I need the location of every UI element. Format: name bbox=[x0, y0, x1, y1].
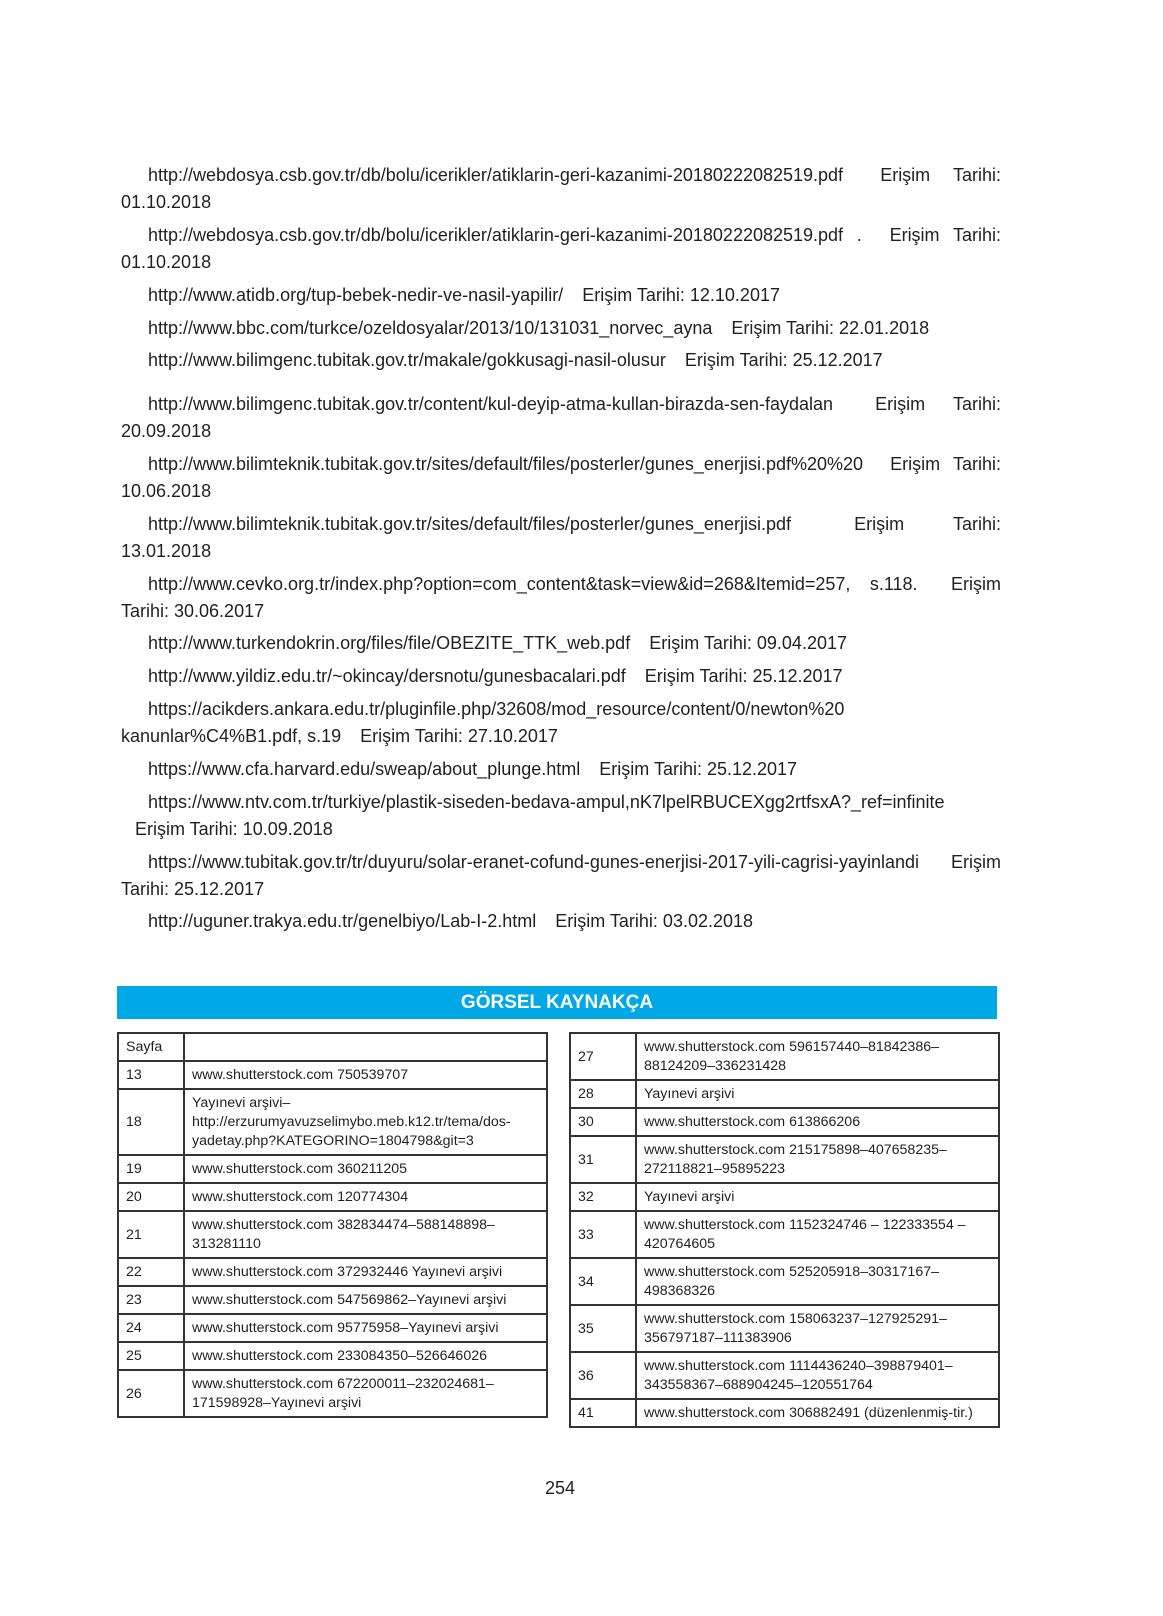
page-cell: 25 bbox=[118, 1342, 184, 1370]
reference-url[interactable]: https://www.tubitak.gov.tr/tr/duyuru/solar-eranet-cofund-gunes-enerjisi-2017-yili-cagrisi-yayinlandi bbox=[148, 852, 920, 872]
source-cell: www.shutterstock.com 1152324746 – 122333554 – 420764605 bbox=[636, 1211, 999, 1258]
source-cell: Yayınevi arşivi– http://erzurumyavuzselimybo.meb.k12.tr/tema/dos-yadetay.php?KATEGORINO=1804798&git=3 bbox=[184, 1089, 547, 1155]
reference-url[interactable]: http://www.turkendokrin.org/files/file/OBEZITE_TTK_web.pdf bbox=[148, 633, 631, 653]
reference-entry bbox=[121, 222, 1001, 276]
reference-url[interactable]: http://www.bilimgenc.tubitak.gov.tr/content/kul-deyip-atma-kullan-birazda-sen-faydalan bbox=[148, 394, 833, 414]
table-row bbox=[570, 1399, 999, 1427]
table-row bbox=[570, 1080, 999, 1108]
reference-entry bbox=[121, 663, 1001, 690]
page-cell: 23 bbox=[118, 1286, 184, 1314]
table-row bbox=[570, 1033, 999, 1080]
access-date: Erişim Tarihi: 25.12.2017 bbox=[121, 852, 1001, 899]
source-cell: www.shutterstock.com 547569862–Yayınevi arşivi bbox=[184, 1286, 547, 1314]
access-date: Erişim Tarihi: 10.06.2018 bbox=[121, 454, 1001, 501]
reference-url[interactable]: http://www.bilimgenc.tubitak.gov.tr/makale/gokkusagi-nasil-olusur bbox=[148, 350, 666, 370]
access-date: Erişim Tarihi: 25.12.2017 bbox=[599, 759, 798, 779]
source-cell: Yayınevi arşivi bbox=[636, 1080, 999, 1108]
reference-entry bbox=[121, 511, 1001, 565]
access-date: Erişim Tarihi: 25.12.2017 bbox=[684, 350, 883, 370]
reference-entry bbox=[121, 571, 1001, 625]
reference-entry bbox=[121, 849, 1001, 903]
page-cell: 22 bbox=[118, 1258, 184, 1286]
source-cell: www.shutterstock.com 613866206 bbox=[636, 1108, 999, 1136]
source-cell: www.shutterstock.com 750539707 bbox=[184, 1061, 547, 1089]
access-date: Erişim Tarihi: 22.01.2018 bbox=[731, 318, 930, 338]
page-cell: 19 bbox=[118, 1155, 184, 1183]
source-cell: www.shutterstock.com 120774304 bbox=[184, 1183, 547, 1211]
reference-entry bbox=[121, 908, 1001, 935]
reference-url[interactable]: https://www.cfa.harvard.edu/sweap/about_plunge.html bbox=[148, 759, 581, 779]
table-row bbox=[118, 1211, 547, 1258]
source-cell: www.shutterstock.com 672200011–232024681–171598928–Yayınevi arşivi bbox=[184, 1370, 547, 1417]
table-row bbox=[118, 1286, 547, 1314]
table-row bbox=[118, 1370, 547, 1417]
access-date: Erişim Tarihi: 27.10.2017 bbox=[360, 726, 558, 746]
page-cell: 36 bbox=[570, 1352, 636, 1399]
reference-entry bbox=[121, 162, 1001, 216]
page-cell: 26 bbox=[118, 1370, 184, 1417]
reference-entry bbox=[121, 630, 1001, 657]
table-row bbox=[570, 1305, 999, 1352]
access-date: Erişim Tarihi: 12.10.2017 bbox=[582, 285, 780, 305]
reference-url[interactable]: http://www.yildiz.edu.tr/~okincay/dersnotu/gunesbacalari.pdf bbox=[148, 666, 626, 686]
access-date: Erişim Tarihi: 13.01.2018 bbox=[121, 514, 1001, 561]
table-row bbox=[570, 1136, 999, 1183]
source-cell: www.shutterstock.com 382834474–588148898–313281110 bbox=[184, 1211, 547, 1258]
access-date: Erişim Tarihi: 03.02.2018 bbox=[555, 911, 754, 931]
page-cell: 32 bbox=[570, 1183, 636, 1211]
page-cell: 35 bbox=[570, 1305, 636, 1352]
reference-url[interactable]: http://www.bilimteknik.tubitak.gov.tr/sites/default/files/posterler/gunes_enerjisi.pdf bbox=[148, 514, 791, 534]
source-cell: www.shutterstock.com 1114436240–398879401–343558367–688904245–120551764 bbox=[636, 1352, 999, 1399]
source-cell: www.shutterstock.com 360211205 bbox=[184, 1155, 547, 1183]
reference-entry bbox=[121, 789, 1001, 843]
table-row bbox=[118, 1089, 547, 1155]
reference-entry bbox=[121, 347, 1001, 374]
access-date: Erişim Tarihi: 20.09.2018 bbox=[121, 394, 1001, 441]
table-row bbox=[570, 1352, 999, 1399]
reference-url[interactable]: http://webdosya.csb.gov.tr/db/bolu/icerikler/atiklarin-geri-kazanimi-20180222082519.pdf bbox=[148, 165, 844, 185]
table-row bbox=[118, 1061, 547, 1089]
page-cell: 13 bbox=[118, 1061, 184, 1089]
section-title: GÖRSEL KAYNAKÇA bbox=[117, 986, 997, 1019]
reference-url[interactable]: http://www.bilimteknik.tubitak.gov.tr/sites/default/files/posterler/gunes_enerjisi.pdf%20%20 bbox=[148, 454, 864, 474]
table-header-row bbox=[118, 1033, 547, 1061]
access-date: Erişim Tarihi: 25.12.2017 bbox=[644, 666, 843, 686]
access-date: Erişim Tarihi: 09.04.2017 bbox=[649, 633, 847, 653]
table-row bbox=[118, 1342, 547, 1370]
page-cell: 31 bbox=[570, 1136, 636, 1183]
page-cell: 33 bbox=[570, 1211, 636, 1258]
reference-entry bbox=[121, 391, 1001, 445]
access-date: Erişim Tarihi: 01.10.2018 bbox=[121, 165, 1001, 212]
access-date: Erişim Tarihi: 01.10.2018 bbox=[121, 225, 1001, 272]
source-cell: Yayınevi arşivi bbox=[636, 1183, 999, 1211]
reference-url[interactable]: https://www.ntv.com.tr/turkiye/plastik-siseden-bedava-ampul,nK7lpelRBUCEXgg2rtfsxA?_ref=infinite bbox=[148, 792, 945, 812]
reference-url[interactable]: https://acikders.ankara.edu.tr/pluginfile.php/32608/mod_resource/content/0/newton%20 kanunlar%C4%B1.pdf, s.19 bbox=[121, 699, 845, 746]
header-page: Sayfa bbox=[118, 1033, 184, 1061]
source-cell: www.shutterstock.com 158063237–127925291–356797187–111383906 bbox=[636, 1305, 999, 1352]
page-cell: 21 bbox=[118, 1211, 184, 1258]
page-cell: 24 bbox=[118, 1314, 184, 1342]
page-cell: 41 bbox=[570, 1399, 636, 1427]
table-row bbox=[118, 1183, 547, 1211]
access-date: Erişim Tarihi: 10.09.2018 bbox=[135, 819, 333, 839]
source-cell: www.shutterstock.com 95775958–Yayınevi arşivi bbox=[184, 1314, 547, 1342]
reference-entry bbox=[121, 451, 1001, 505]
table-row bbox=[570, 1183, 999, 1211]
reference-entry bbox=[121, 696, 1001, 750]
page-cell: 18 bbox=[118, 1089, 184, 1155]
page-cell: 30 bbox=[570, 1108, 636, 1136]
source-cell: www.shutterstock.com 306882491 (düzenlenmiş-tir.) bbox=[636, 1399, 999, 1427]
source-cell: www.shutterstock.com 233084350–526646026 bbox=[184, 1342, 547, 1370]
table-row bbox=[570, 1108, 999, 1136]
table-row bbox=[118, 1258, 547, 1286]
page-cell: 28 bbox=[570, 1080, 636, 1108]
page-number: 254 bbox=[544, 1478, 576, 1498]
reference-url[interactable]: http://uguner.trakya.edu.tr/genelbiyo/Lab-I-2.html bbox=[148, 911, 537, 931]
reference-entry bbox=[121, 282, 1001, 309]
reference-url[interactable]: http://www.cevko.org.tr/index.php?option=com_content&task=view&id=268&Itemid=257, s.118. bbox=[148, 574, 918, 594]
reference-entry bbox=[121, 756, 1001, 783]
table-row bbox=[118, 1155, 547, 1183]
source-cell: www.shutterstock.com 215175898–407658235–272118821–95895223 bbox=[636, 1136, 999, 1183]
page-cell: 20 bbox=[118, 1183, 184, 1211]
reference-entry bbox=[121, 315, 1001, 342]
reference-url[interactable]: http://www.bbc.com/turkce/ozeldosyalar/2013/10/131031_norvec_ayna bbox=[148, 318, 713, 338]
image-sources-table-right bbox=[569, 1032, 1000, 1428]
page-cell: 27 bbox=[570, 1033, 636, 1080]
reference-url[interactable]: http://webdosya.csb.gov.tr/db/bolu/icerikler/atiklarin-geri-kazanimi-20180222082519.pdf . bbox=[148, 225, 862, 245]
source-cell: www.shutterstock.com 372932446 Yayınevi arşivi bbox=[184, 1258, 547, 1286]
header-source bbox=[184, 1033, 547, 1061]
access-date: Erişim Tarihi: 30.06.2017 bbox=[121, 574, 1001, 621]
page-cell: 34 bbox=[570, 1258, 636, 1305]
image-sources-table-left bbox=[117, 1032, 548, 1418]
source-cell: www.shutterstock.com 525205918–30317167–498368326 bbox=[636, 1258, 999, 1305]
table-row bbox=[570, 1258, 999, 1305]
table-row bbox=[570, 1211, 999, 1258]
table-row bbox=[118, 1314, 547, 1342]
source-cell: www.shutterstock.com 596157440–81842386–88124209–336231428 bbox=[636, 1033, 999, 1080]
reference-url[interactable]: http://www.atidb.org/tup-bebek-nedir-ve-nasil-yapilir/ bbox=[148, 285, 564, 305]
